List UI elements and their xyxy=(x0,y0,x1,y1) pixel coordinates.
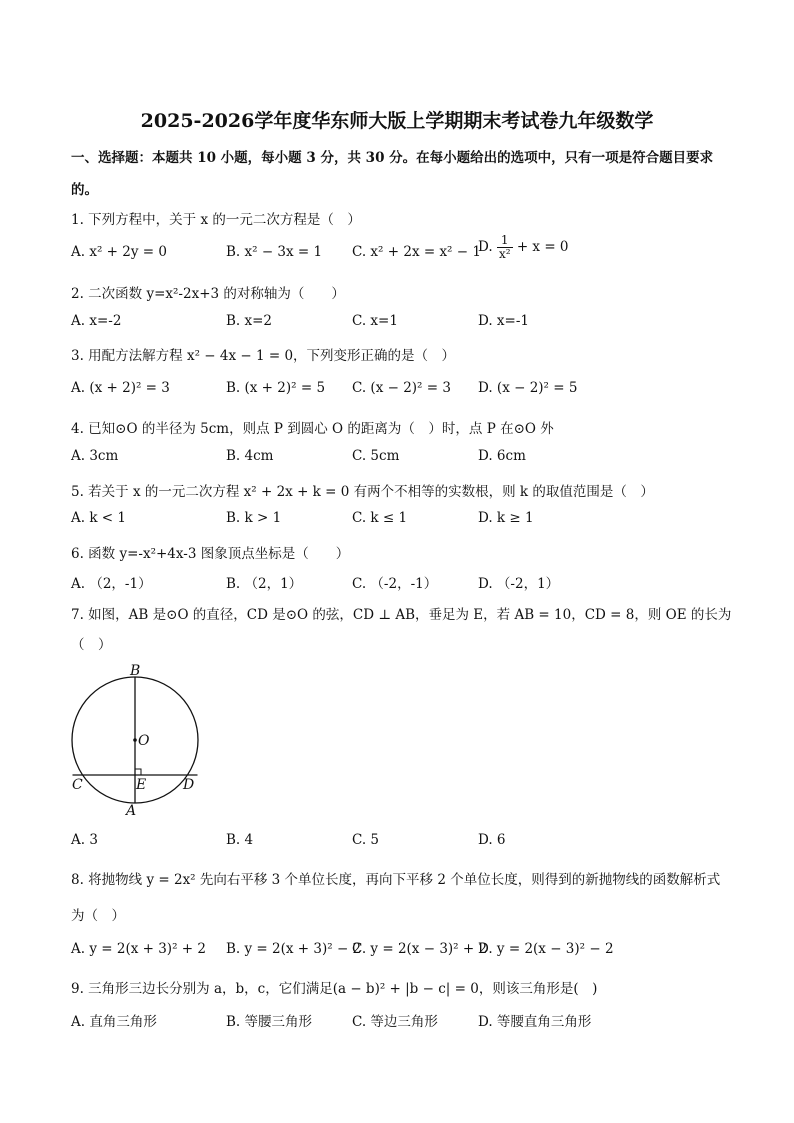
question-4-option-d[interactable]: D. 6cm xyxy=(478,448,526,464)
question-5-stem: 5. 若关于 x 的一元二次方程 x² + 2x + k = 0 有两个不相等的实数根，则 k 的取值范围是（ ） xyxy=(71,484,654,500)
question-1-option-a[interactable]: A. x² + 2y = 0 xyxy=(71,244,167,260)
question-4-option-a[interactable]: A. 3cm xyxy=(71,448,119,464)
question-7-option-c[interactable]: C. 5 xyxy=(352,832,380,848)
question-3-option-d[interactable]: D. (x − 2)² = 5 xyxy=(478,380,578,396)
label-b: B xyxy=(130,663,141,679)
question-9-option-b[interactable]: B. 等腰三角形 xyxy=(226,1014,313,1030)
option-d-tail: + x = 0 xyxy=(516,239,569,255)
question-1-option-c[interactable]: C. x² + 2x = x² − 1 xyxy=(352,244,481,260)
question-9-stem: 9. 三角形三边长分别为 a，b，c，它们满足(a − b)² + |b − c| = 0，则该三角形是( ) xyxy=(71,981,598,997)
page-title: 2025-2026学年度华东师大版上学期期末考试卷九年级数学 xyxy=(140,110,654,132)
question-9-option-d[interactable]: D. 等腰直角三角形 xyxy=(478,1014,592,1030)
question-3-option-b[interactable]: B. (x + 2)² = 5 xyxy=(226,380,326,396)
question-6-option-d[interactable]: D. （-2，1） xyxy=(478,576,560,592)
circle-diagram xyxy=(60,660,220,822)
question-2-option-c[interactable]: C. x=1 xyxy=(352,313,398,329)
question-8-stem: 8. 将抛物线 y = 2x² 先向右平移 3 个单位长度，再向下平移 2 个单位长度，则得到的新抛物线的函数解析式 xyxy=(71,872,721,888)
label-c: C xyxy=(72,777,83,793)
question-8-option-d[interactable]: D. y = 2(x − 3)² − 2 xyxy=(478,941,614,957)
fraction xyxy=(497,234,513,261)
center-point xyxy=(133,738,137,742)
question-8-stem-continued: 为（ ） xyxy=(71,908,125,924)
label-d: D xyxy=(183,777,195,793)
question-1-stem: 1. 下列方程中，关于 x 的一元二次方程是（ ） xyxy=(71,212,361,228)
question-9-option-c[interactable]: C. 等边三角形 xyxy=(352,1014,438,1030)
question-6-option-b[interactable]: B. （2，1） xyxy=(226,576,303,592)
question-8-option-c[interactable]: C. y = 2(x − 3)² + 2 xyxy=(352,941,488,957)
question-7-stem: 7. 如图，AB 是⊙O 的直径，CD 是⊙O 的弦，CD ⊥ AB，垂足为 E，若 AB = 10，CD = 8，则 OE 的长为 xyxy=(71,607,732,623)
question-6-stem: 6. 函数 y=-x²+4x-3 图象顶点坐标是（ ） xyxy=(71,546,350,562)
question-5-option-d[interactable]: D. k ≥ 1 xyxy=(478,510,534,526)
question-8-option-a[interactable]: A. y = 2(x + 3)² + 2 xyxy=(71,941,206,957)
label-a: A xyxy=(126,803,137,819)
label-e: E xyxy=(136,777,147,793)
question-2-option-d[interactable]: D. x=-1 xyxy=(478,313,530,329)
question-8-option-b[interactable]: B. y = 2(x + 3)² − 2 xyxy=(226,941,362,957)
question-4-option-c[interactable]: C. 5cm xyxy=(352,448,400,464)
question-7-option-d[interactable]: D. 6 xyxy=(478,832,506,848)
question-7-option-b[interactable]: B. 4 xyxy=(226,832,254,848)
question-4-option-b[interactable]: B. 4cm xyxy=(226,448,274,464)
question-7-stem-continued: （ ） xyxy=(71,637,112,653)
question-9-option-a[interactable]: A. 直角三角形 xyxy=(71,1014,157,1030)
section-instruction-line2: 的。 xyxy=(71,182,98,198)
question-6-option-c[interactable]: C. （-2，-1） xyxy=(352,576,438,592)
question-5-option-a[interactable]: A. k < 1 xyxy=(71,510,126,526)
question-2-option-a[interactable]: A. x=-2 xyxy=(71,313,122,329)
label-o: O xyxy=(138,733,150,749)
fraction-denominator: x² xyxy=(498,247,511,261)
question-1-option-d[interactable] xyxy=(478,234,569,261)
question-3-stem: 3. 用配方法解方程 x² − 4x − 1 = 0，下列变形正确的是（ ） xyxy=(71,348,456,364)
fraction-numerator: 1 xyxy=(497,234,513,248)
section-instruction-line1: 一、选择题：本题共 10 小题，每小题 3 分，共 30 分。在每小题给出的选项中，只有一项是符合题目要求 xyxy=(71,150,714,166)
question-2-option-b[interactable]: B. x=2 xyxy=(226,313,273,329)
question-6-option-a[interactable]: A. （2，-1） xyxy=(71,576,152,592)
right-angle-mark xyxy=(135,769,141,775)
question-3-option-c[interactable]: C. (x − 2)² = 3 xyxy=(352,380,451,396)
question-2-stem: 2. 二次函数 y=x²-2x+3 的对称轴为（ ） xyxy=(71,286,345,302)
question-5-option-b[interactable]: B. k > 1 xyxy=(226,510,282,526)
question-7-option-a[interactable]: A. 3 xyxy=(71,832,98,848)
question-3-option-a[interactable]: A. (x + 2)² = 3 xyxy=(71,380,170,396)
question-4-stem: 4. 已知⊙O 的半径为 5cm，则点 P 到圆心 O 的距离为（ ）时，点 P 在⊙O 外 xyxy=(71,421,554,437)
option-d-label: D. xyxy=(478,239,493,255)
question-5-option-c[interactable]: C. k ≤ 1 xyxy=(352,510,408,526)
question-1-option-b[interactable]: B. x² − 3x = 1 xyxy=(226,244,323,260)
